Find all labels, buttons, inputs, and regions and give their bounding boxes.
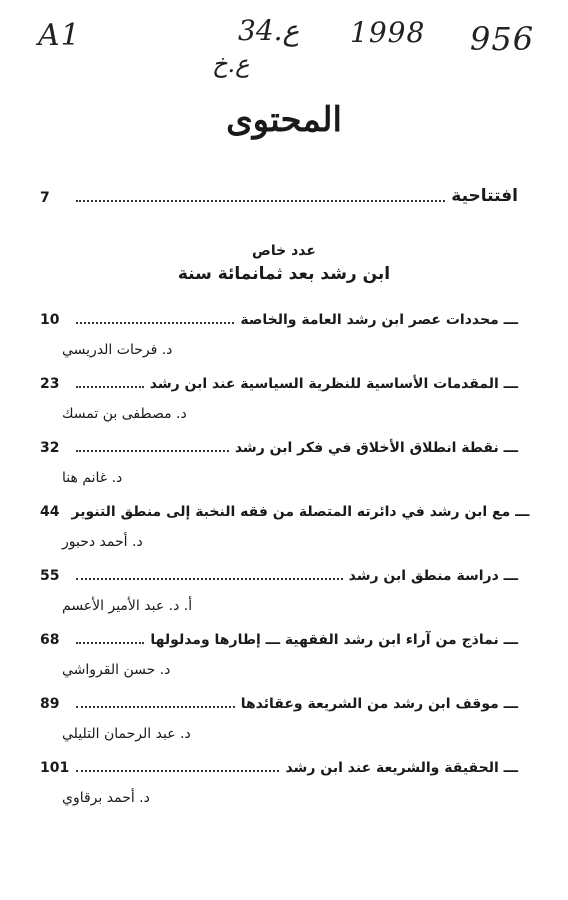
handwritten-mark: A1 xyxy=(38,18,81,53)
toc-entry-row xyxy=(40,312,518,328)
toc-entry-title: ـــ موقف ابن رشد من الشريعة وعقائدها xyxy=(240,696,518,712)
toc-entry-title: ـــ المقدمات الأساسية للنظرية السياسية عند ابن رشد xyxy=(149,376,518,392)
toc-entry-title: ـــ الحقيقة والشريعة عند ابن رشد xyxy=(285,760,518,776)
toc-entry-row xyxy=(40,760,518,776)
toc-entry-title: ـــ محددات عصر ابن رشد العامة والخاصة xyxy=(240,312,518,328)
toc-entry-row xyxy=(40,504,530,520)
toc-page-number: 68 xyxy=(40,632,60,648)
section-label: عدد خاص xyxy=(252,243,316,259)
toc-leader-dots xyxy=(76,449,229,452)
toc-entry-author: د. أحمد دحبور xyxy=(62,534,143,550)
toc-entry-title: ـــ مع ابن رشد في دائرته المتصلة من فقه النخبة إلى منطق التنوير xyxy=(71,504,530,520)
toc-intro-title: افتتاحية xyxy=(451,186,518,206)
toc-entry-row xyxy=(40,696,518,712)
toc-entry-title: ـــ نماذج من آراء ابن رشد الفقهية ـــ إطارها ومدلولها xyxy=(150,632,518,648)
toc-leader-dots xyxy=(76,577,343,580)
toc-entry-author: د. حسن القرواشي xyxy=(62,662,171,678)
handwritten-code: 34.ع xyxy=(238,14,300,47)
toc-entry-title: ـــ دراسة منطق ابن رشد xyxy=(348,568,518,584)
handwritten-code-second: ع.خ xyxy=(212,50,250,78)
page-title: المحتوى xyxy=(226,100,342,140)
toc-intro-row xyxy=(40,186,518,206)
toc-page-number: 101 xyxy=(40,760,70,776)
toc-page-number: 10 xyxy=(40,312,60,328)
toc-entry-row xyxy=(40,376,518,392)
toc-leader-dots xyxy=(76,705,235,708)
section-title: ابن رشد بعد ثمانمائة سنة xyxy=(177,264,391,284)
toc-page-number: 7 xyxy=(40,190,50,206)
toc-entry-title: ـــ نقطة انطلاق الأخلاق في فكر ابن رشد xyxy=(234,440,518,456)
toc-leader-dots xyxy=(76,199,445,202)
toc-page-number: 89 xyxy=(40,696,60,712)
toc-page-number: 32 xyxy=(40,440,60,456)
toc-entry-author: د. مصطفى بن تمسك xyxy=(62,406,187,422)
toc-leader-dots xyxy=(76,641,144,644)
handwritten-year: 1998 xyxy=(350,16,426,49)
toc-entry-row xyxy=(40,632,518,648)
toc-entry-author: أ. د. عبد الأمير الأعسم xyxy=(62,598,193,614)
toc-leader-dots xyxy=(76,321,234,324)
toc-leader-dots xyxy=(76,769,279,772)
toc-entry-row xyxy=(40,568,518,584)
toc-page-number: 44 xyxy=(40,504,60,520)
toc-leader-dots xyxy=(76,385,144,388)
toc-page-number: 23 xyxy=(40,376,60,392)
toc-entry-author: د. فرحات الدريسي xyxy=(62,342,173,358)
toc-entry-author: د. عبد الرحمان التليلي xyxy=(62,726,191,742)
toc-page-number: 55 xyxy=(40,568,60,584)
toc-entry-row xyxy=(40,440,518,456)
toc-entry-author: د. غانم هنا xyxy=(62,470,123,486)
handwritten-number: 956 xyxy=(470,20,535,58)
toc-entry-author: د. أحمد برقاوي xyxy=(62,790,150,806)
